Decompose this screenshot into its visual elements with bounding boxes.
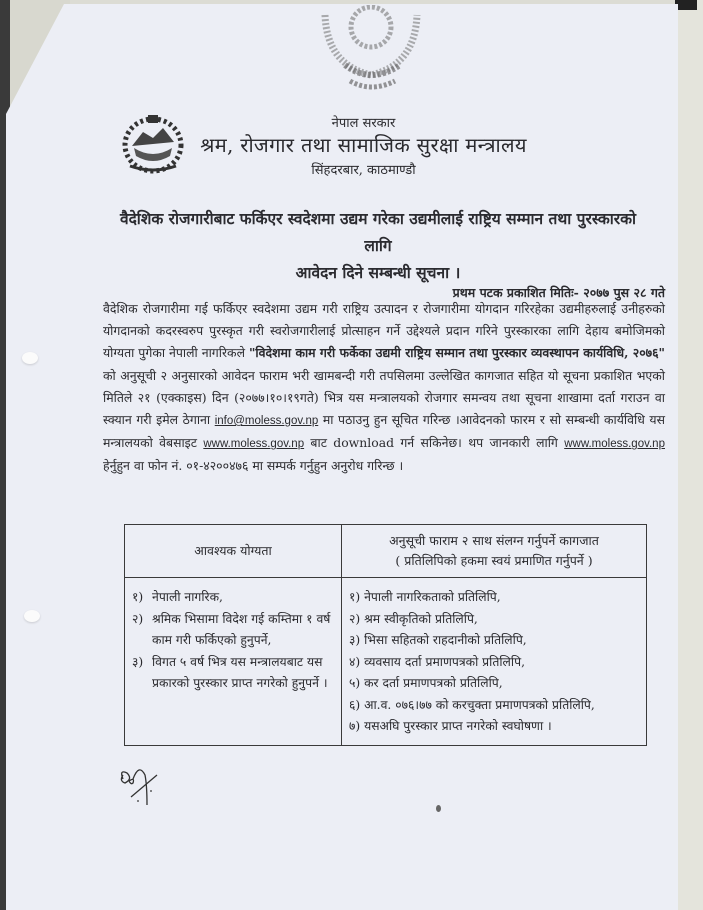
notice-title [108, 205, 648, 286]
body-text-part: मा पठाउनु हुन सूचित गरिन्छ ।आवेदनको फारम र सो सम्बन्धी कार्यविधि यस मन्त्रालयको वेबसाइट [103, 412, 665, 451]
list-item: ७) यसअघि पुरस्कार प्राप्त नगरेको स्वघोषणा । [349, 719, 552, 733]
list-number: ३) [132, 654, 144, 669]
body-text-part: वैदेशिक रोजगारीमा गई फर्किएर स्वदेशमा उद्यम गरी राष्ट्रिय उत्पादन र रोजगारीमा योगदान गरिरहेका उद्यमीहरुलाई उनीहरुको योगदानको कदरस्वरुप पुरस्कृत गरी स्वरोजगारीलाई प्रोत्साहन गर्ने उद्देश्यले प्रदान गरिने पुरस्कारका लागि देहाय बमोजिमको योग्यता पुगेका नेपाली नागरिकले [103, 301, 665, 361]
list-number: १) [132, 590, 144, 604]
punch-hole [22, 352, 38, 364]
table-row [125, 578, 647, 746]
website-link[interactable]: www.moless.gov.np [564, 438, 665, 451]
notice-title-line2: आवेदन दिने सम्बन्धी सूचना । [295, 263, 461, 282]
published-date: प्रथम पटक प्रकाशित मितिः- २०७७ पुस २८ गते [452, 285, 665, 300]
body-text-part: बाट download गर्न सकिनेछ। थप जानकारी लागि [304, 435, 565, 451]
documents-cell [342, 578, 647, 746]
procedure-reference: "विदेशमा काम गरी फर्केका उद्यमी राष्ट्रिय सम्मान तथा पुरस्कार व्यवस्थापन कार्यविधि, २०७६" [248, 345, 665, 361]
list-number: २) [132, 611, 144, 626]
handwritten-signature [117, 765, 177, 815]
documents-header-line2: ( प्रतिलिपिको हकमा स्वयं प्रमाणित गर्नुपर्ने ) [395, 553, 593, 568]
qualifications-cell [125, 578, 342, 746]
list-item [132, 652, 334, 695]
qualifications-list [126, 579, 340, 734]
requirements-table [124, 524, 647, 746]
documents-header [342, 525, 647, 578]
list-text: श्रमिक भिसामा विदेश गई कम्तिमा १ वर्ष काम गरी फर्किएको हुनुपर्ने, [152, 611, 331, 647]
list-item: ३) भिसा सहितको राहदानीको प्रतिलिपि, [349, 633, 527, 647]
list-text: विगत ५ वर्ष भित्र यस मन्त्रालयबाट यस प्रकारको पुरस्कार प्राप्त नगरेको हुनुपर्ने । [152, 654, 328, 690]
punch-hole [24, 610, 40, 622]
body-text-part: हेर्नुहुन वा फोन नं. ०१-४२००४७६ मा सम्पर्क गर्नुहुन अनुरोध गरिन्छ । [103, 458, 404, 474]
list-item [132, 609, 334, 652]
qualifications-header: आवश्यक योग्यता [125, 525, 342, 578]
list-item [132, 587, 334, 609]
list-text: नेपाली नागरिक, [152, 590, 223, 604]
email-link[interactable]: info@moless.gov.np [214, 415, 319, 428]
list-item: १) नेपाली नागरिकताको प्रतिलिपि, [349, 590, 501, 604]
table-header-row [125, 525, 647, 578]
scanner-edge-corner [675, 0, 697, 10]
government-name: नेपाल सरकार [331, 116, 396, 131]
website-link[interactable]: www.moless.gov.np [203, 438, 305, 451]
documents-header-line1: अनुसूची फाराम २ साथ संलग्न गर्नुपर्ने कागजात [389, 533, 599, 548]
ministry-seal-stamp [305, 5, 435, 95]
documents-list [343, 579, 645, 744]
list-item: ४) व्यवसाय दर्ता प्रमाणपत्रको प्रतिलिपि, [349, 654, 525, 669]
body-text-part: को अनुसूची २ अनुसारको आवेदन फाराम भरी खामबन्दी गरी तपसिलमा उल्लेखित कागजात सहित यो सूचना प्रकाशित भएको मितिले २१ (एक्काइस) दिन (२०७७।१०।१९गते) भित्र यस मन्त्रालयको रोजगार समन्वय तथा सूचना शाखामा दर्ता गराउन वा स्क्यान गरी इमेल ठेगाना [103, 367, 665, 428]
notice-title-line1: वैदेशिक रोजगारीबाट फर्किएर स्वदेशमा उद्यम गरेका उद्यमीलाई राष्ट्रिय सम्मान तथा पुरस्कारको लागि [119, 209, 637, 255]
ministry-name: श्रम, रोजगार तथा सामाजिक सुरक्षा मन्त्रालय [200, 133, 527, 157]
paper-speck [436, 805, 441, 812]
notice-body [103, 298, 665, 478]
ministry-address: सिंहदरबार, काठमाण्डौ [311, 163, 416, 178]
list-item: ५) कर दर्ता प्रमाणपत्रको प्रतिलिपि, [349, 676, 503, 690]
list-item: ६) आ.व. ०७६।७७ को करचुक्ता प्रमाणपत्रको प्रतिलिपि, [349, 697, 595, 712]
list-item: २) श्रम स्वीकृतिको प्रतिलिपि, [349, 611, 478, 626]
